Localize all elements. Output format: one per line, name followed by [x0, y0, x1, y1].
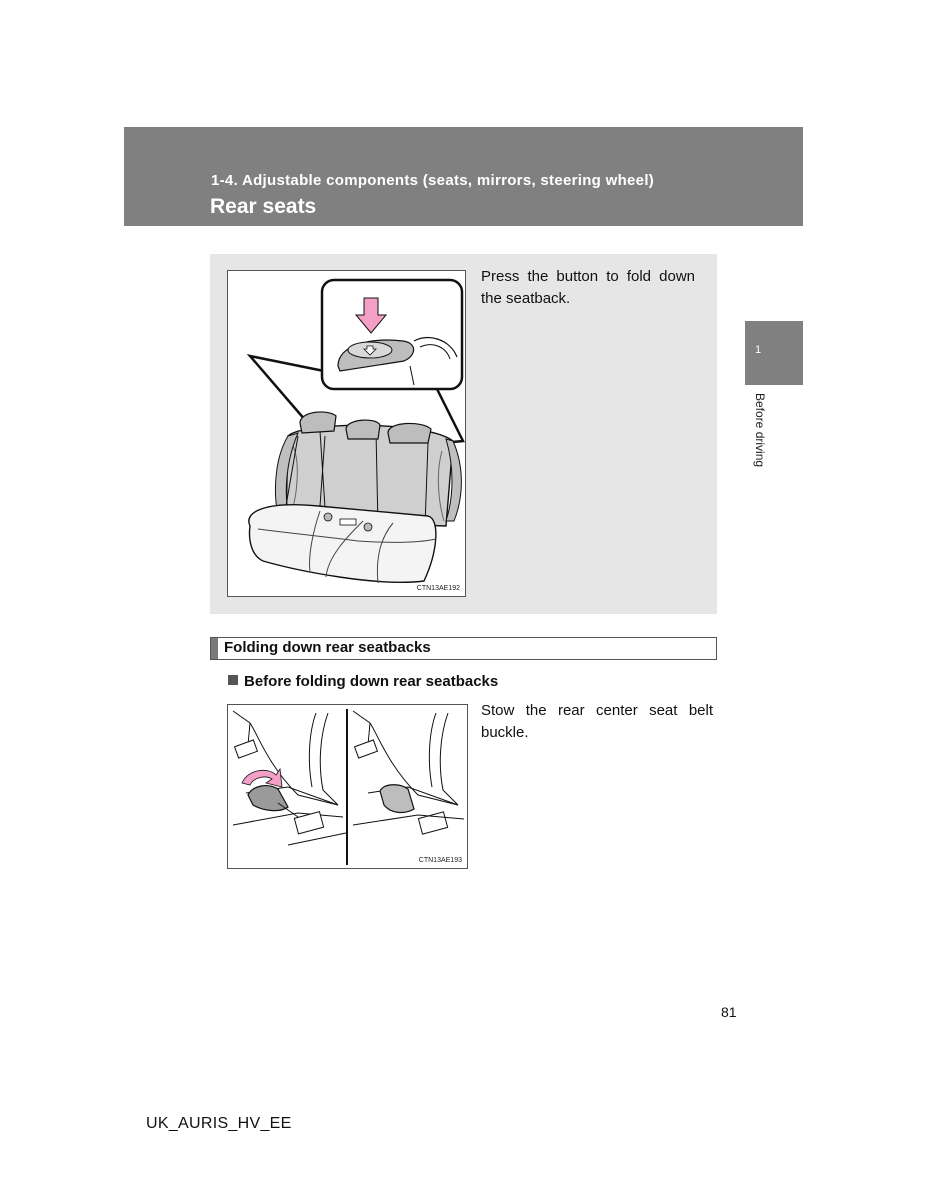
chapter-number: 1: [755, 344, 762, 356]
buckle-drawing: [228, 705, 467, 868]
header-band: [124, 127, 803, 226]
bullet-title: Before folding down rear seatbacks: [244, 673, 499, 690]
step-text: Stow the rear center seat belt buckle.: [481, 702, 713, 741]
instruction-panel: [210, 254, 717, 614]
rear-seat-illustration: [227, 270, 466, 597]
section-label: 1-4. Adjustable components (seats, mirrors, steering wheel): [211, 172, 655, 189]
step-text: Press the button to fold down the seatback.: [481, 268, 695, 307]
buckle-illustration: [227, 704, 468, 869]
bullet-heading: [228, 673, 498, 690]
chapter-tab[interactable]: [745, 321, 803, 385]
square-bullet-icon: [228, 675, 238, 685]
rear-seat-drawing: [228, 271, 465, 596]
stow-direction-arrow: [242, 769, 282, 787]
subsection-heading: [210, 637, 717, 660]
figure-code: CTN13AE192: [416, 585, 460, 592]
footer-code: UK_AURIS_HV_EE: [146, 1115, 292, 1132]
subsection-title: Folding down rear seatbacks: [224, 639, 431, 656]
page-title: Rear seats: [210, 195, 317, 218]
figure-code: CTN13AE193: [418, 857, 462, 864]
heading-marker: [211, 638, 218, 659]
chapter-label: Before driving: [753, 393, 767, 468]
page-number: 81: [721, 1004, 737, 1020]
